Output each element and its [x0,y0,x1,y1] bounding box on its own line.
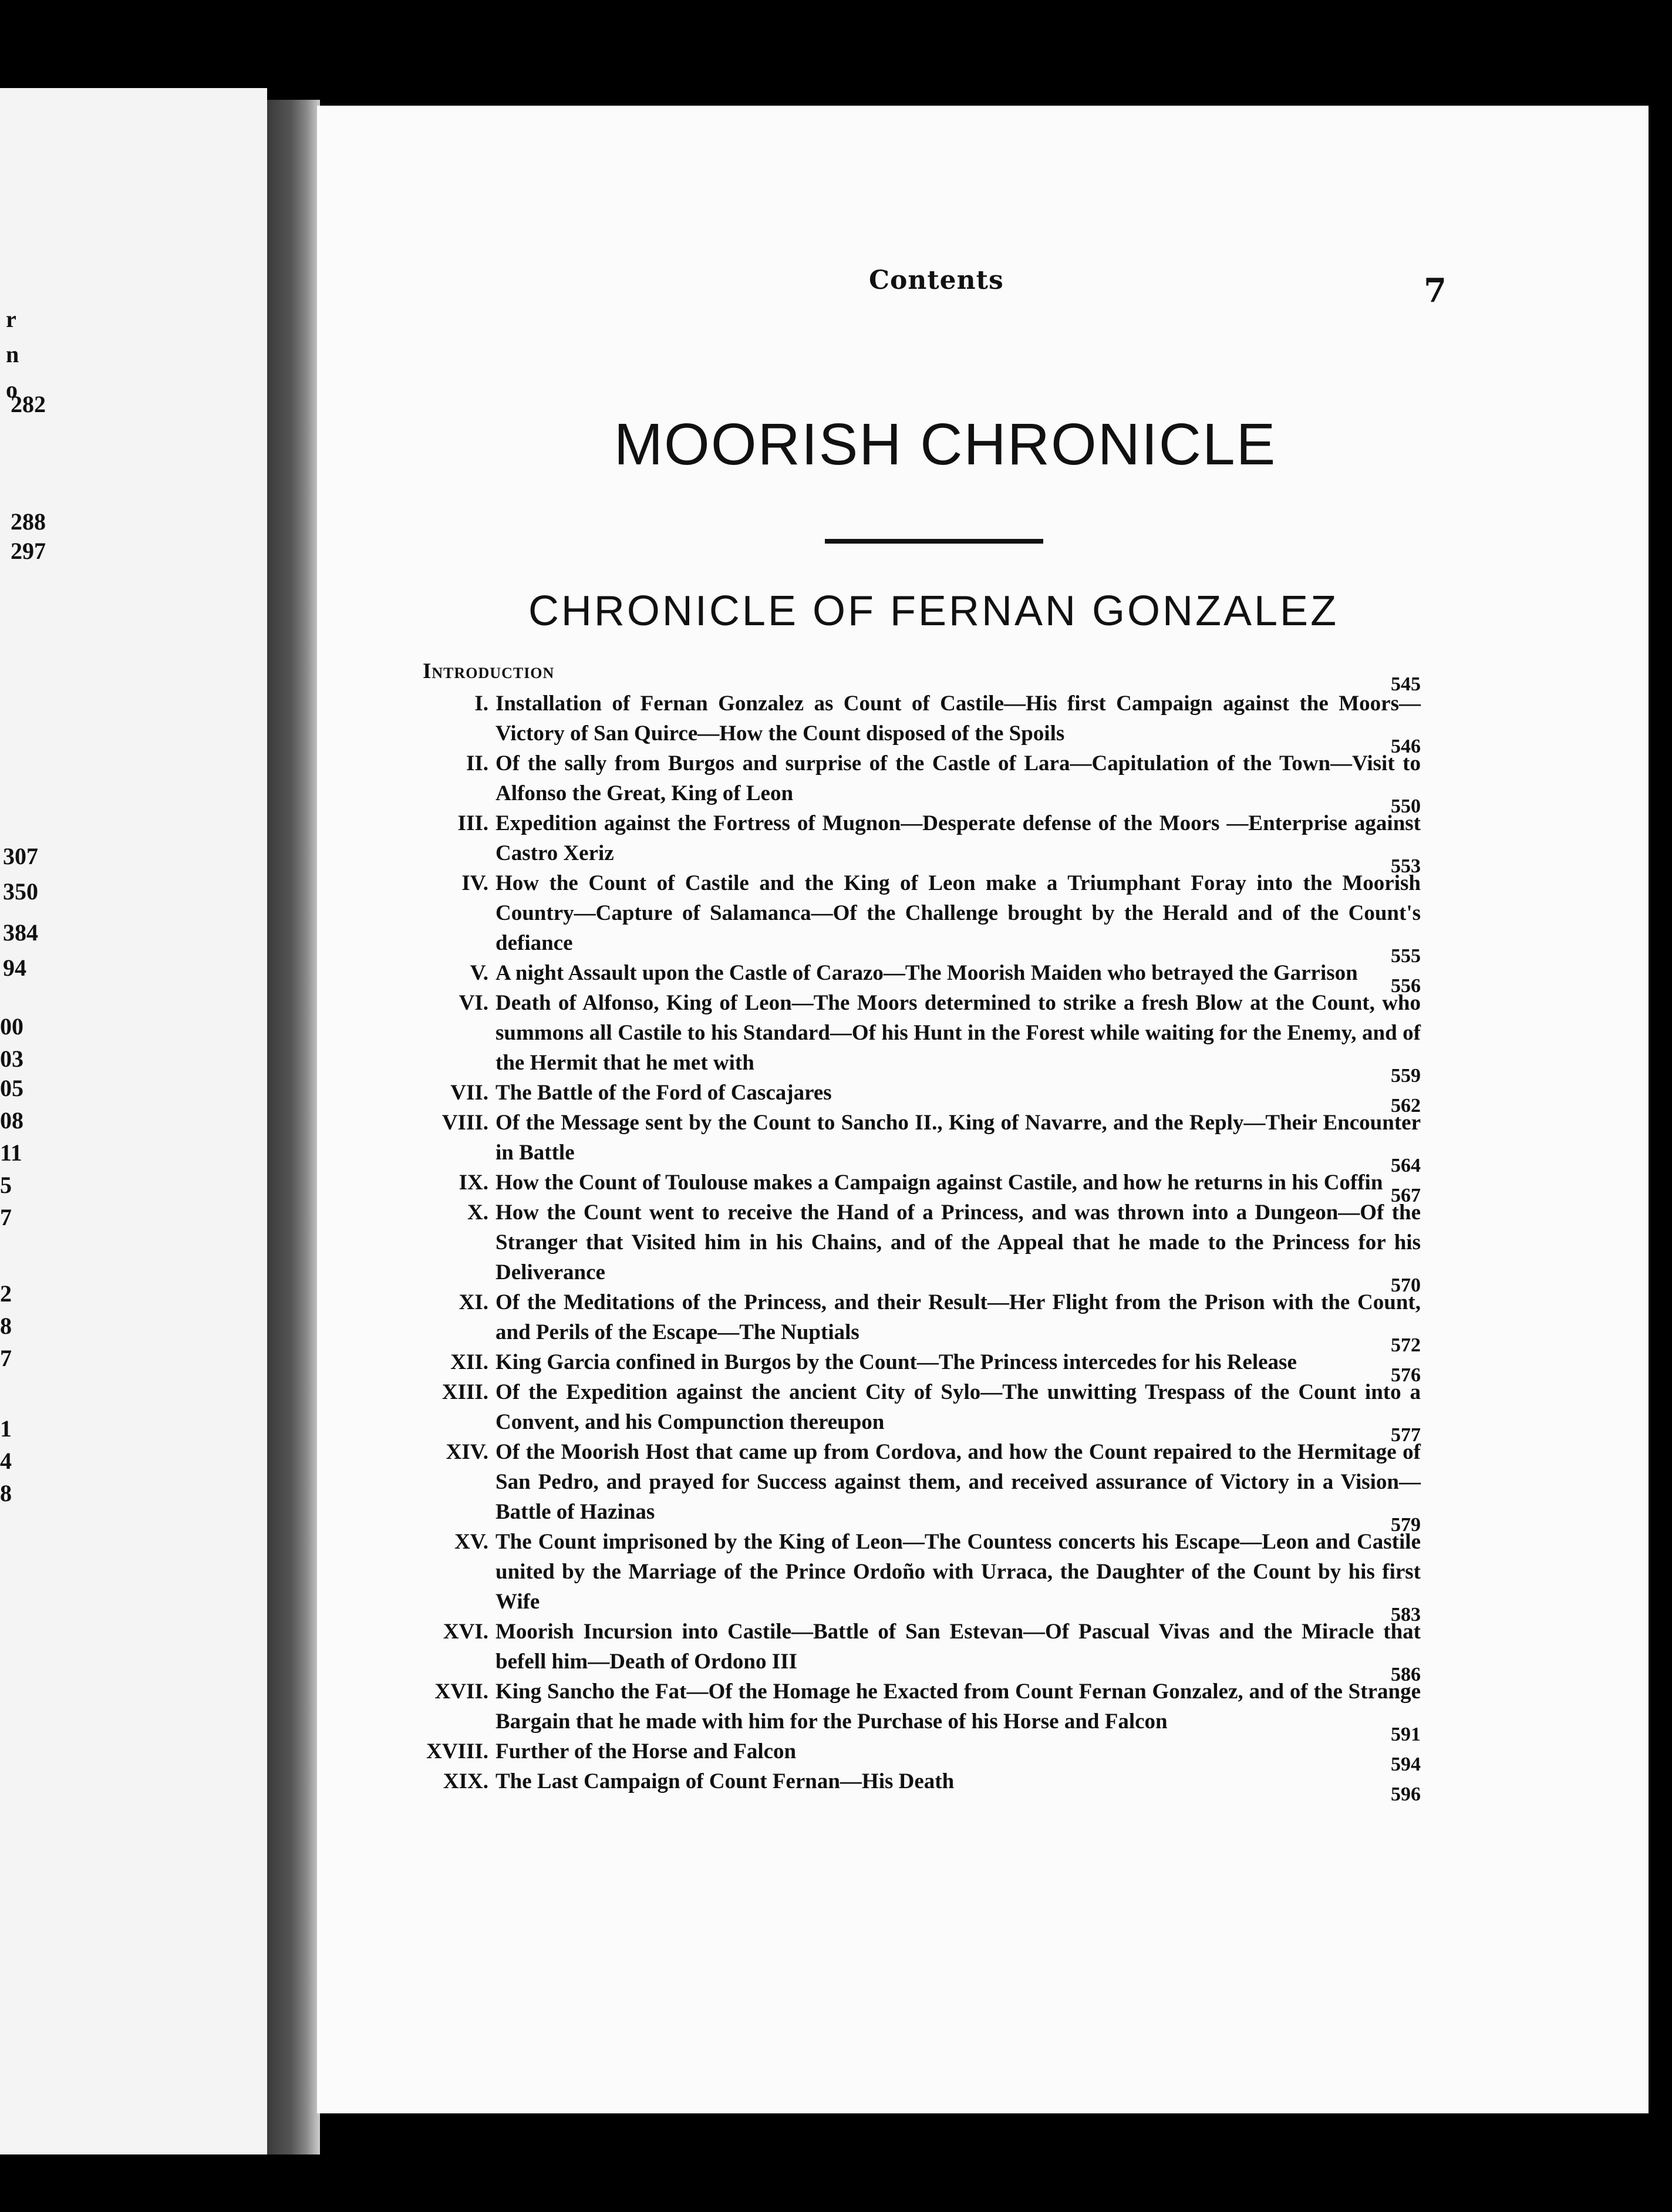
left-margin-number: 350 [3,878,38,905]
toc-chapter-title: How the Count went to receive the Hand of a Princess, and was thrown into a Dungeon—Of the Stranger that Visited him in his Chains, and of the Appeal that he made to the Princess for his Deliverance [495,1201,1421,1284]
toc-chapter-title: Installation of Fernan Gonzalez as Count of Castile—His first Campaign against the Moors—Victory of San Quirce—How the Count disposed of the Spoils [495,692,1421,746]
table-of-contents [423,656,1421,1805]
left-margin-number: 384 [3,919,38,946]
toc-chapter-number: XVII. [434,1680,488,1704]
toc-page-number: 553 [1391,855,1421,877]
toc-chapter-title: Further of the Horse and Falcon [495,1739,797,1763]
toc-chapter-number: VII. [450,1081,488,1105]
toc-chapter-number: I. [474,692,488,716]
toc-page-number: 576 [1391,1364,1421,1386]
left-margin-number: 297 [11,538,46,564]
toc-chapter-number: XIX. [443,1769,488,1793]
toc-chapter-title: Of the Message sent by the Count to Sancho II., King of Navarre, and the Reply—Their Encounter in Battle [495,1111,1421,1165]
toc-chapter-title: Expedition against the Fortress of Mugnon—Desperate defense of the Moors —Enterprise against Castro Xeriz [495,811,1421,865]
toc-page-number: 550 [1391,795,1421,817]
left-margin-number: 282 [11,391,46,417]
left-margin-number: 8 [0,1480,12,1506]
toc-entry [423,1287,1421,1356]
toc-page-number: 572 [1391,1334,1421,1356]
toc-entry-list [423,689,1421,1805]
toc-entry [423,1078,1421,1117]
left-margin-number: 03 [0,1046,23,1072]
toc-page-number: 583 [1391,1604,1421,1626]
left-margin-number: 288 [11,508,46,535]
toc-chapter-title: Of the sally from Burgos and surprise of the Castle of Lara—Capitulation of the Town—Visit to Alfonso the Great, King of Leon [495,751,1421,805]
toc-entry [423,1736,1421,1775]
toc-page-number: 562 [1391,1095,1421,1117]
toc-chapter-title: Of the Expedition against the ancient City of Sylo—The unwitting Trespass of the Count into a Convent, and his Compunction thereupon [495,1380,1421,1434]
toc-chapter-title: A night Assault upon the Castle of Carazo—The Moorish Maiden who betrayed the Garrison [495,961,1358,985]
toc-page-number: 591 [1391,1724,1421,1745]
toc-chapter-number: XI. [459,1290,488,1314]
left-margin-number: 7 [0,1345,12,1371]
toc-page-number: 596 [1391,1783,1421,1805]
toc-entry [423,1437,1421,1536]
left-margin-number: r [6,306,16,332]
toc-chapter-title: Of the Meditations of the Princess, and their Result—Her Flight from the Prison with the Count, and Perils of the Escape—The Nuptials [495,1290,1421,1344]
toc-entry [423,689,1421,757]
toc-entry [423,1766,1421,1805]
running-head: Contents [869,265,1004,295]
toc-chapter-title: King Sancho the Fat—Of the Homage he Exacted from Count Fernan Gonzalez, and of the Strange Bargain that he made with him for the Purchase of his Horse and Falcon [495,1680,1421,1734]
toc-chapter-title: How the Count of Castile and the King of Leon make a Triumphant Foray into the Moorish Country—Capture of Salamanca—Of the Challenge brought by the Herald and of the Count's defiance [495,871,1421,955]
toc-chapter-number: IV. [461,871,488,895]
left-margin-number: 11 [0,1139,22,1166]
toc-chapter-number: VI. [459,991,488,1015]
toc-chapter-title: King Garcia confined in Burgos by the Count—The Princess intercedes for his Release [495,1350,1297,1374]
toc-chapter-number: XV. [454,1530,488,1554]
toc-chapter-title: The Last Campaign of Count Fernan—His Death [495,1769,955,1793]
toc-page-number: 546 [1391,736,1421,757]
toc-entry [423,988,1421,1087]
main-title: MOORISH CHRONICLE [613,412,1277,477]
toc-chapter-number: X. [467,1201,488,1225]
book-gutter [267,100,320,2154]
toc-page-number: 556 [1391,975,1421,997]
toc-entry [423,1677,1421,1745]
toc-entry [423,868,1421,967]
toc-page-number: 586 [1391,1664,1421,1685]
left-margin-number: 307 [3,843,38,869]
toc-page-number: 555 [1391,945,1421,967]
toc-label: Introduction [423,659,555,683]
toc-entry [423,808,1421,877]
left-margin-number: 00 [0,1013,23,1040]
toc-chapter-number: XIII. [441,1380,488,1404]
left-margin-number: 94 [3,955,26,981]
left-margin-number: 2 [0,1280,12,1307]
left-margin-number: 1 [0,1415,12,1442]
toc-chapter-number: VIII. [441,1111,488,1135]
left-margin-number: n [6,341,19,367]
toc-page-number: 579 [1391,1514,1421,1536]
toc-page-number: 594 [1391,1754,1421,1775]
toc-page-number: 545 [1391,673,1421,695]
left-margin-number: 8 [0,1313,12,1339]
toc-chapter-title: How the Count of Toulouse makes a Campaign against Castile, and how he returns in his Coffin [495,1171,1383,1195]
toc-page-number: 567 [1391,1185,1421,1206]
toc-page-number: 577 [1391,1424,1421,1446]
left-margin-number: 7 [0,1204,12,1230]
toc-chapter-title: The Count imprisoned by the King of Leon—The Countess concerts his Escape—Leon and Castile united by the Marriage of the Prince Ordoño with Urraca, the Daughter of the Count by his first Wife [495,1530,1421,1614]
toc-chapter-number: XVI. [443,1620,488,1644]
toc-page-number: 564 [1391,1155,1421,1176]
toc-chapter-title: Moorish Incursion into Castile—Battle of San Estevan—Of Pascual Vivas and the Miracle that befell him—Death of Ordono III [495,1620,1421,1674]
toc-entry [423,1527,1421,1626]
toc-entry [423,1617,1421,1685]
toc-entry [423,1198,1421,1296]
toc-chapter-number: XII. [450,1350,488,1374]
toc-chapter-number: XVIII. [426,1739,488,1763]
toc-page-number: 559 [1391,1065,1421,1087]
toc-entry [423,1168,1421,1206]
left-margin-number: 4 [0,1448,12,1474]
toc-chapter-number: II. [466,751,488,775]
left-margin-number: 5 [0,1172,12,1198]
left-margin-number: o [6,376,18,403]
left-margin-number: 05 [0,1075,23,1101]
toc-entry [423,748,1421,817]
toc-chapter-title: Of the Moorish Host that came up from Cordova, and how the Count repaired to the Hermitage of San Pedro, and prayed for Success against them, and received assurance of Victory in a Vision—Battle of Hazinas [495,1440,1421,1524]
toc-entry [423,1347,1421,1386]
toc-entry [423,1377,1421,1446]
toc-chapter-title: The Battle of the Ford of Cascajares [495,1081,832,1105]
toc-chapter-number: III. [457,811,488,835]
toc-chapter-title: Death of Alfonso, King of Leon—The Moors determined to strike a fresh Blow at the Count, who summons all Castile to his Standard—Of his Hunt in the Forest while waiting for the Enemy, and of the Hermit that he met with [495,991,1421,1075]
toc-entry [423,958,1421,997]
toc-entry [423,1108,1421,1176]
left-page [0,88,267,2154]
toc-page-number: 570 [1391,1274,1421,1296]
toc-chapter-number: XIV. [446,1440,488,1464]
toc-entry-introduction [423,656,1421,695]
section-title: CHRONICLE OF FERNAN GONZALEZ [528,588,1339,635]
title-rule [825,539,1043,544]
left-margin-number: 08 [0,1107,23,1134]
toc-chapter-number: V. [470,961,488,985]
toc-chapter-number: IX. [459,1171,488,1195]
page-number: 7 [1424,271,1447,310]
